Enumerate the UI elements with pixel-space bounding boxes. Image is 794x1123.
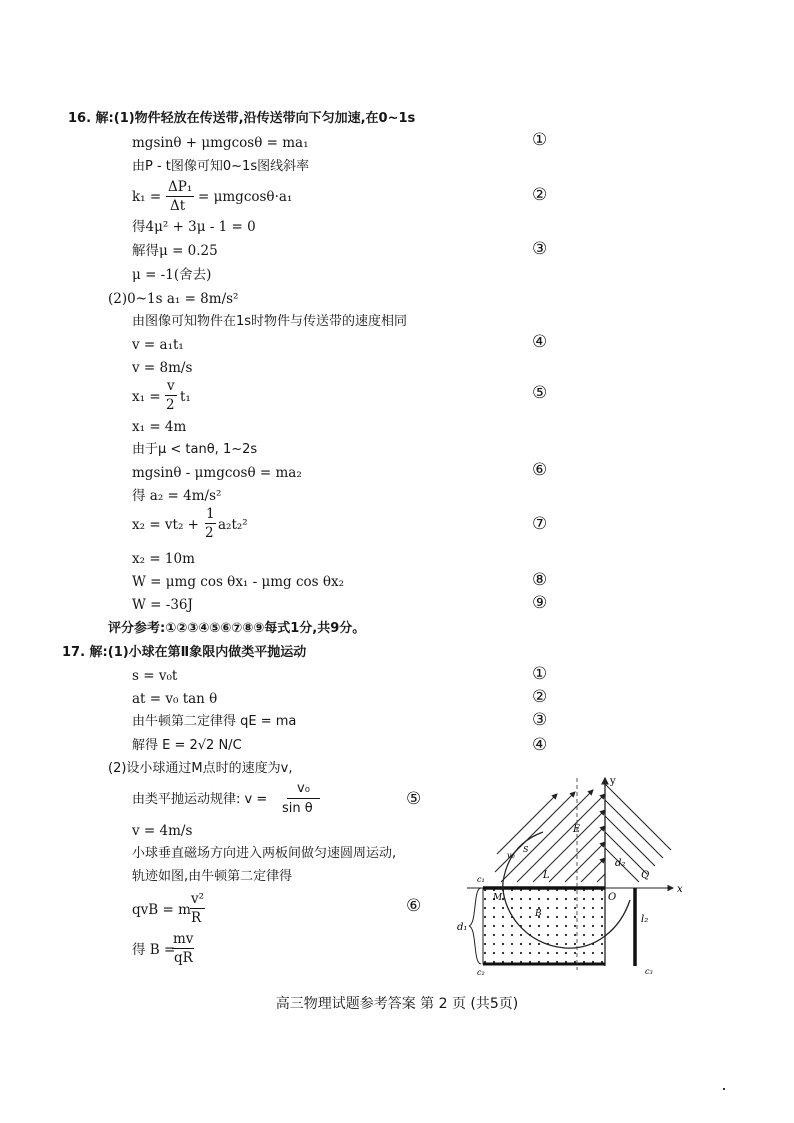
mark-3: ③ (532, 239, 548, 259)
q16-eq-W: W = μmg cos θx₁ - μmg cos θx₂ (132, 574, 345, 590)
q17-eq-qvB-num: v² (191, 891, 205, 907)
q17-eq-v-den: sin θ (282, 801, 313, 816)
label-c3: c₃ (645, 967, 653, 976)
label-c1: c₁ (477, 875, 485, 884)
page-footer: 高三物理试题参考答案 第 2 页 (共5页) (275, 996, 519, 1012)
q17-mark-3: ③ (532, 710, 548, 730)
q16-header: 16. 解:(1)物件轻放在传送带,沿传送带向下匀加速,在0~1s (68, 111, 416, 126)
q16-eq3: 得4μ² + 3μ - 1 = 0 (132, 219, 256, 235)
q16-text-slope: 由P - t图像可知0~1s图线斜率 (132, 159, 310, 174)
mark-6: ⑥ (532, 460, 548, 480)
q17-eq-at: at = v₀ tan θ (132, 691, 218, 707)
mark-4: ④ (532, 332, 548, 352)
mark-2: ② (532, 185, 548, 205)
q17-eq-s: s = v₀t (132, 668, 178, 684)
q16-mu-reject: μ = -1(舍去) (132, 267, 212, 283)
label-E: E (573, 824, 581, 835)
q16-x2-result: x₂ = 10m (132, 551, 195, 567)
q17-text-track: 轨迹如图,由牛顿第二定律得 (132, 869, 293, 884)
mark-7: ⑦ (532, 514, 548, 534)
q17-eq-qvB-lhs: qvB = m (132, 902, 191, 918)
label-Q: Q (641, 870, 650, 881)
q17-mark-6: ⑥ (406, 896, 422, 916)
q17-v-result: v = 4m/s (132, 823, 193, 839)
q16-eq-x1-num: v (167, 378, 175, 394)
q16-x1-result: x₁ = 4m (132, 419, 187, 435)
q16-eq-x2-den: 2 (205, 525, 214, 541)
q16-eq-x1-rhs: t₁ (180, 389, 191, 405)
mark-1: ① (532, 130, 548, 150)
label-M: M (493, 893, 503, 903)
q17-eq-v-lhs: 由类平抛运动规律: v = (132, 792, 268, 807)
q17-eq-newton: 由牛顿第二定律得 qE = ma (132, 714, 297, 729)
q17-mark-5: ⑤ (406, 789, 422, 809)
q16-eq2-den: Δt (170, 198, 186, 214)
label-d2: d₂ (615, 858, 626, 869)
q17-header: 17. 解:(1)小球在第Ⅱ象限内做类平抛运动 (62, 645, 307, 660)
q16-eq2-rhs: = μmgcosθ·a₁ (198, 189, 293, 205)
label-l2: l₂ (641, 914, 649, 925)
q17-eq-B-den: qR (174, 950, 193, 966)
q16-eq1: mgsinθ + μmgcosθ = ma₁ (132, 135, 309, 151)
q17-part2: (2)设小球通过M点时的速度为v, (108, 761, 293, 776)
q17-E-result: 解得 E = 2√2 N/C (132, 738, 242, 753)
q16-text-same-speed: 由图像可知物件在1s时物件与传送带的速度相同 (132, 314, 408, 329)
label-v0: v₀ (507, 851, 515, 860)
label-y: y (610, 776, 616, 787)
q16-eq2-num: ΔP₁ (168, 179, 193, 195)
mark-8: ⑧ (532, 570, 548, 590)
q16-W-result: W = -36J (132, 597, 193, 613)
label-c2: c₂ (477, 968, 485, 977)
q16-v-result: v = 8m/s (132, 360, 193, 376)
q17-eq-qvB-den: R (191, 910, 202, 926)
q16-a2-result: 得 a₂ = 4m/s² (132, 488, 222, 504)
label-S: S (523, 845, 529, 854)
q17-mark-4: ④ (532, 735, 548, 755)
q16-eq-a2: mgsinθ - μmgcosθ = ma₂ (132, 465, 302, 481)
q17-eq-v-num: v₀ (287, 780, 320, 799)
q17-eq-B-lhs: 得 B = (132, 942, 176, 958)
q16-text-tan: 由于μ < tanθ, 1~2s (132, 442, 258, 457)
label-O: O (608, 892, 617, 903)
mark-5: ⑤ (532, 383, 548, 403)
q16-eq2-k1: k₁ = (132, 189, 162, 205)
label-d1: d₁ (457, 922, 468, 933)
q17-mark-2: ② (532, 687, 548, 707)
q17-eq-B-num: mv (173, 931, 194, 947)
brace-d1 (469, 888, 481, 964)
scan-dot (723, 1088, 725, 1090)
q17-text-circle: 小球垂直磁场方向进入两板间做匀速圆周运动, (132, 846, 397, 861)
q16-eq-x1-den: 2 (166, 397, 175, 413)
mark-9: ⑨ (532, 593, 548, 613)
q16-scoring: 评分参考:①②③④⑤⑥⑦⑧⑨每式1分,共9分。 (108, 621, 366, 636)
q16-mu-result: 解得μ = 0.25 (132, 243, 218, 259)
q16-eq-x2-lhs: x₂ = vt₂ + (132, 517, 199, 533)
q16-eq-v: v = a₁t₁ (132, 337, 184, 353)
q16-eq-x1-lhs: x₁ = (132, 389, 161, 405)
q16-eq-x2-rhs: a₂t₂² (218, 517, 248, 533)
q16-part2: (2)0~1s a₁ = 8m/s² (108, 291, 239, 307)
label-B: B (535, 909, 542, 919)
q16-eq-x2-num: 1 (206, 506, 215, 522)
label-x: x (677, 884, 683, 895)
q17-figure (455, 770, 690, 980)
electric-field-lines (495, 790, 605, 882)
label-L: L (543, 870, 550, 881)
q17-mark-1: ① (532, 664, 548, 684)
